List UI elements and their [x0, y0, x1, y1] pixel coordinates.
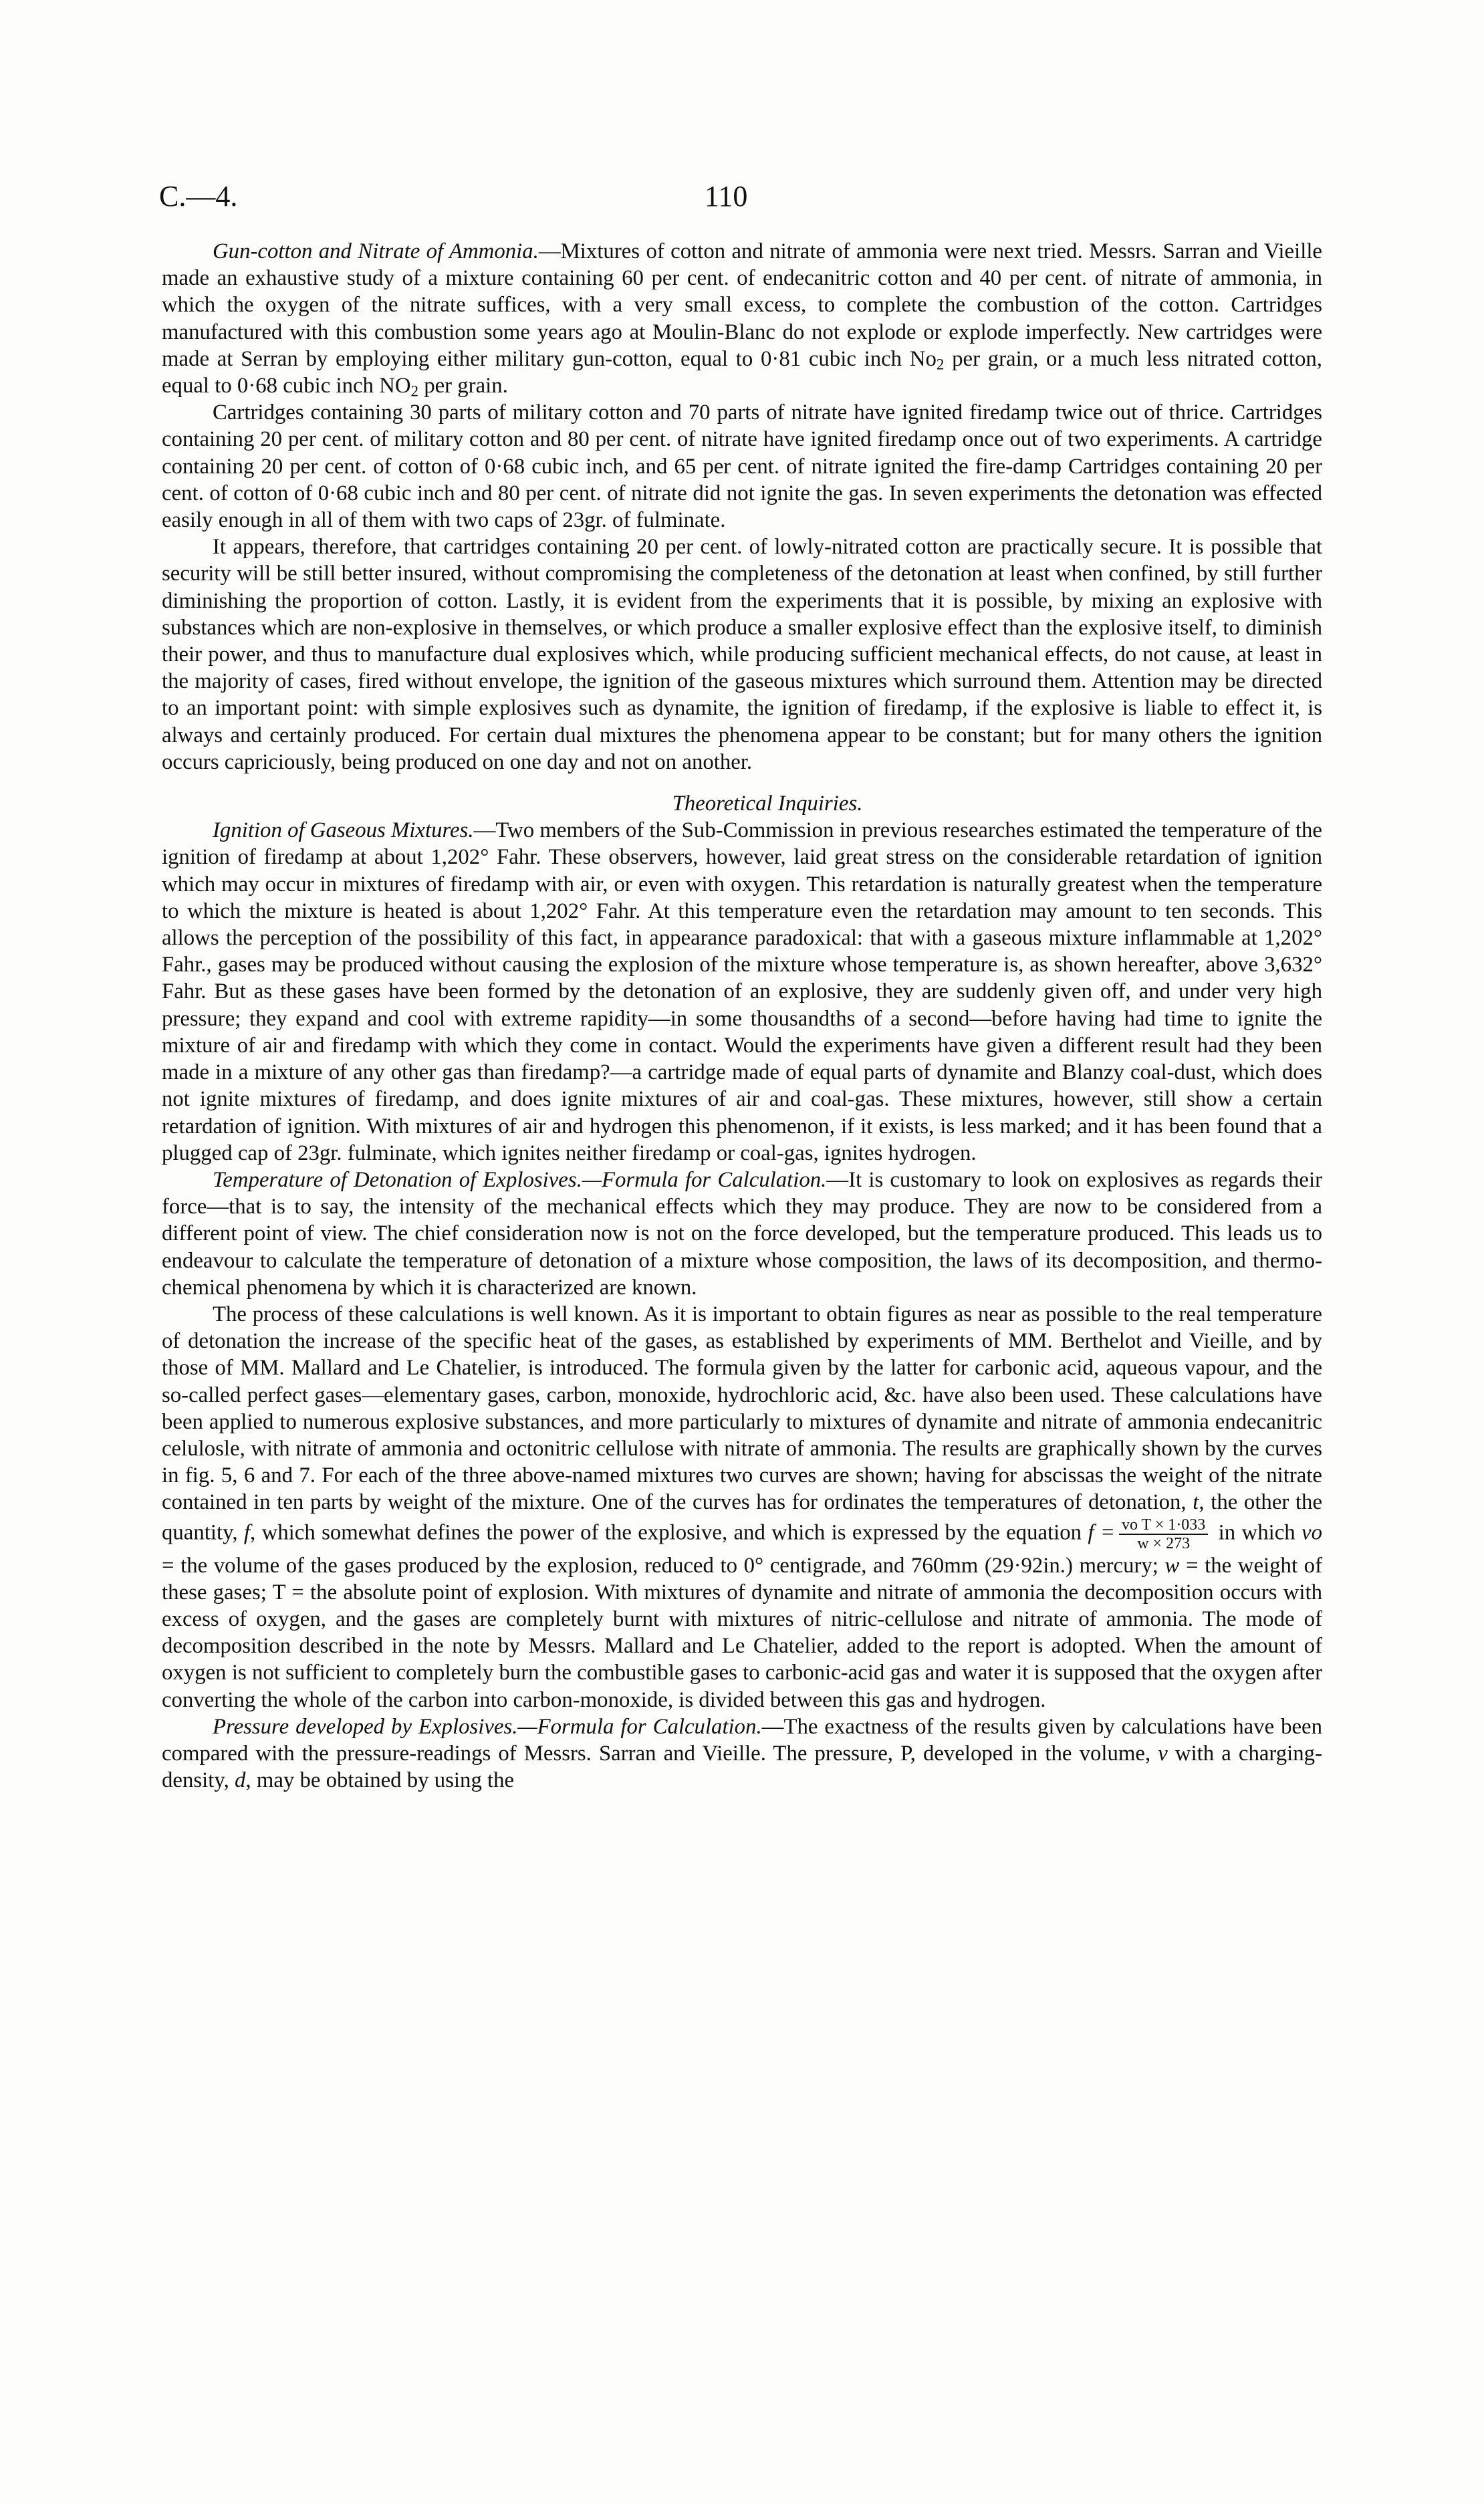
paragraph-temperature: Temperature of Detonation of Explosives.—Formula for Calculation.—It is customary to look on explosives as regards their force—that is to say, the intensity of the mechanical effects which they may produce. They are now to be considered from a different point of view. The chief consideration now is not on the force developed, but the temperature produced. This leads us to endeavour to calculate the temperature of detonation of a mixture whose composition, the laws of its decomposition, and thermo-chemical phenomena by which it is characterized are known. — [162, 1167, 1322, 1300]
paragraph-title: Gun-cotton and Nitrate of Ammonia. — [213, 239, 539, 263]
paragraph-title: Temperature of Detonation of Explosives.—Formula for Calculation. — [213, 1167, 827, 1192]
equation-lhs: f = — [1088, 1520, 1115, 1545]
paragraph-ignition: Ignition of Gaseous Mixtures.—Two members of the Sub-Commission in previous researches estimated the temperature of the ignition of firedamp at about 1,202° Fahr. These observers, however, laid great stress on the considerable retardation of ignition which may occur in mixtures of firedamp with air, or even with oxygen. This retardation is naturally greatest when the temperature to which the mixture is heated is about 1,202° Fahr. At this temperature even the retardation may amount to ten seconds. This allows the perception of the possibility of this fact, in appearance paradoxical: that with a gaseous mixture inflammable at 1,202° Fahr., gases may be produced without causing the explosion of the mixture whose temperature is, as shown hereafter, above 3,632° Fahr. But as these gases have been formed by the detonation of an explosive, they are suddenly given off, and under very high pressure; they expand and cool with extreme rapidity—in some thousandths of a second—before having had time to ignite the mixture of air and firedamp with which they come in contact. Would the experiments have given a different result had they been made in a mixture of any other gas than firedamp?—a cartridge made of equal parts of dynamite and Blanzy coal-dust, which does not ignite mixtures of firedamp, and does ignite mixtures of air and coal-gas. These mixtures, however, still show a certain retardation of ignition. With mixtures of air and hydrogen this phenomenon, if it exists, is less marked; and it has been found that a plugged cap of 23gr. fulminate, which ignites neither firedamp or coal-gas, ignites hydrogen. — [162, 818, 1322, 1165]
page-number: 110 — [705, 180, 748, 213]
section-heading: Theoretical Inquiries. — [672, 792, 863, 816]
document-reference: C.—4. — [159, 180, 238, 213]
paragraph-gun-cotton: Gun-cotton and Nitrate of Ammonia.—Mixtures of cotton and nitrate of ammonia were next tried. Messrs. Sarran and Vieille made an exhaustive study of a mixture containing 60 per cent. of endecanitric cotton and 40 per cent. of nitrate of ammonia, in which the oxygen of the nitrate suffices, with a very small excess, to complete the combustion of the cotton. Cartridges manufactured with this combustion some years ago at Moulin-Blanc do not explode or explode imperfectly. New cartridges were made at Serran by employing either military gun-cotton, equal to 0·81 cubic inch $No_2$ per grain, or a much less nitrated cotton, equal to 0·68 cubic inch $NO_2$ per grain. — [162, 239, 1322, 400]
equation-numerator: vo T × 1·033 — [1119, 1516, 1208, 1535]
paragraph-title: Pressure developed by Explosives.—Formula for Calculation. — [213, 1714, 762, 1739]
equation-denominator: w × 273 — [1137, 1534, 1191, 1552]
paragraph-title: Ignition of Gaseous Mixtures. — [213, 818, 474, 843]
equation-fraction — [1119, 1516, 1208, 1552]
paragraph-cartridges: Cartridges containing 30 parts of military cotton and 70 parts of nitrate have ignited firedamp twice out of thrice. Cartridges containing 20 per cent. of military cotton and 80 per cent. of nitrate have ignited firedamp once out of two experiments. A cartridge containing 20 per cent. of cotton of 0·68 cubic inch, and 65 per cent. of nitrate ignited the fire-damp Cartridges containing 20 per cent. of cotton of 0·68 cubic inch and 80 per cent. of nitrate did not ignite the gas. In seven experiments the detonation was effected easily enough in all of them with two caps of 23gr. of fulminate. — [162, 400, 1322, 533]
page-header — [159, 179, 1322, 219]
paragraph-pressure: Pressure developed by Explosives.—Formula for Calculation.—The exactness of the results given by calculations have been compared with the pressure-readings of Messrs. Sarran and Vieille. The pressure, P, developed in the volume, v with a charging-density, d, may be obtained by using the — [162, 1714, 1323, 1793]
paragraph-security: It appears, therefore, that cartridges containing 20 per cent. of lowly-nitrated cotton are practically secure. It is possible that security will be still better insured, without compromising the completeness of the detonation at least when confined, by still further diminishing the proportion of cotton. Lastly, it is evident from the experiments that it is possible, by mixing an explosive with substances which are non-explosive in themselves, or which produce a smaller explosive effect than the explosive itself, to diminish their power, and thus to manufacture dual explosives which, while producing sufficient mechanical effects, do not cause, at least in the majority of cases, fired without envelope, the ignition of the gaseous mixtures which surround them. Attention may be directed to an important point: with simple explosives such as dynamite, the ignition of firedamp, if the explosive is liable to effect it, is always and certainly produced. For certain dual mixtures the phenomena appear to be constant; but for many others the ignition occurs capriciously, being produced on one day and not on another. — [162, 535, 1322, 774]
body-text — [162, 238, 1322, 1794]
paragraph-calculations: The process of these calculations is well known. As it is important to obtain figures as near as possible to the real temperature of detonation the increase of the specific heat of the gases, as established by experiments of MM. Berthelot and Vieille, and by those of MM. Mallard and Le Chatelier, is introduced. The formula given by the latter for carbonic acid, aqueous vapour, and the so-called perfect gases—elementary gases, carbon, monoxide, hydrochloric acid, &c. have also been used. These calculations have been applied to numerous explosive substances, and more particularly to mixtures of dynamite and nitrate of ammonia endecanitric celulosle, with nitrate of ammonia and octonitric cellulose with nitrate of ammonia. The results are graphically shown by the curves in fig. 5, 6 and 7. For each of the three above-named mixtures two curves are shown; having for abscissas the weight of the nitrate contained in ten parts by weight of the mixture. One of the curves has for ordinates the temperatures of detonation, t, the other the quantity, f, which somewhat defines the power of the explosive, and which is expressed by the equation f = $\frac{\text{vo T × 1·033}}{w \times 273}$ in which vo = the volume of the gases produced by the explosion, reduced to 0° centigrade, and 760mm (29·92in.) mercury; w = the weight of these gases; T = the absolute point of explosion. With mixtures of dynamite and nitrate of ammonia the decomposition occurs with excess of oxygen, and the gases are completely burnt with mixtures of nitric-cellulose and nitrate of ammonia. The mode of decomposition described in the note by Messrs. Mallard and Le Chatelier, added to the report is adopted. When the amount of oxygen is not sufficient to completely burn the combustible gases to carbonic-acid gas and water it is supposed that the oxygen after converting the whole of the carbon into carbon-monoxide, is divided between this gas and hydrogen. — [162, 1302, 1322, 1712]
